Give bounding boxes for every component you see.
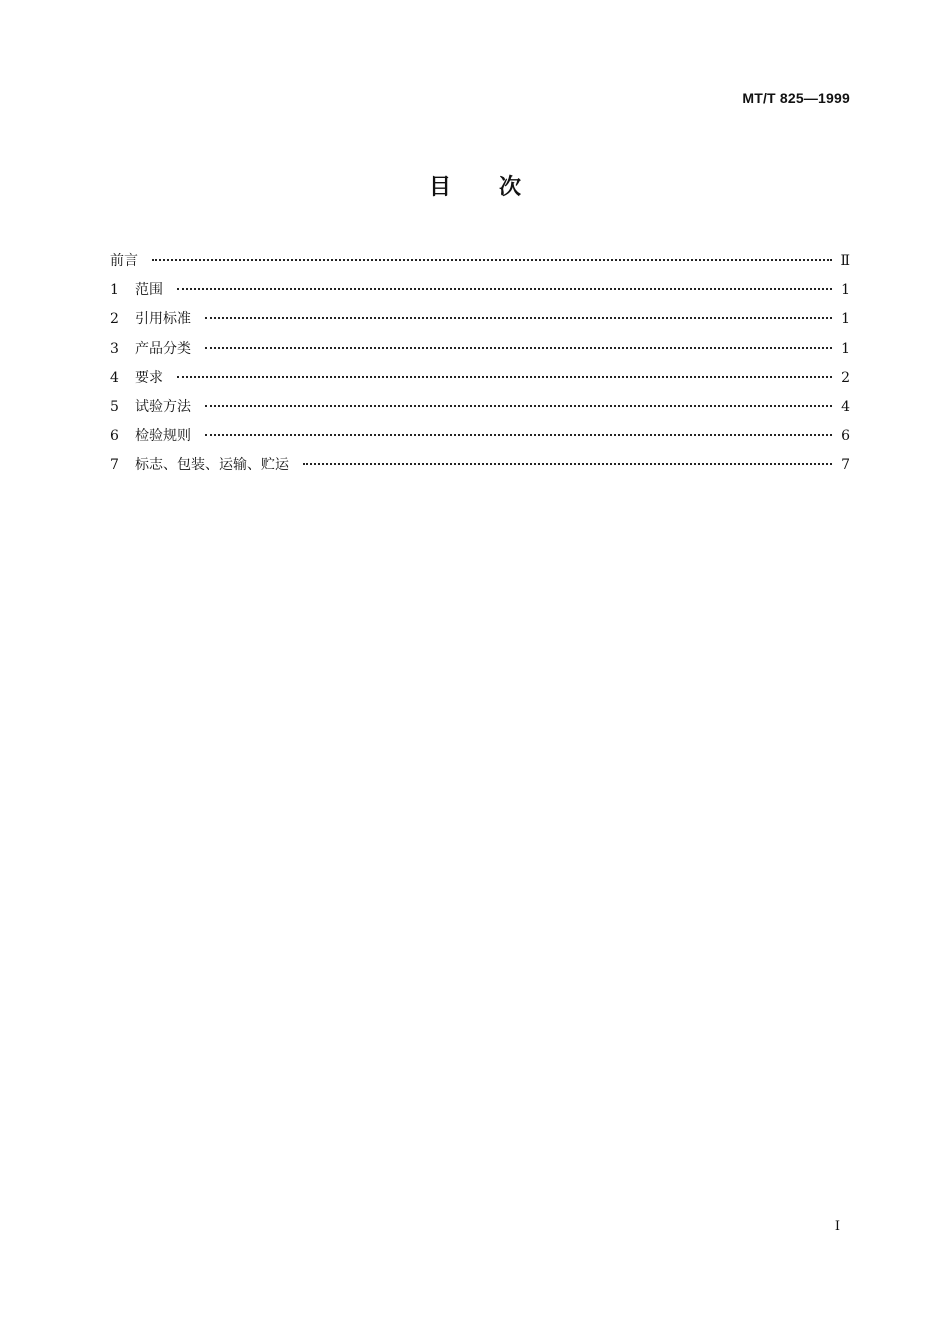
toc-entry-page: 7 — [841, 457, 850, 474]
toc-entry-4[interactable] — [110, 367, 850, 396]
toc-entry-number: 1 — [110, 282, 119, 299]
page-title: 目次 — [428, 175, 569, 200]
toc-entry-number: 3 — [110, 340, 119, 357]
toc-entry-number: 5 — [110, 398, 119, 415]
toc-leader-dots — [177, 376, 832, 378]
toc-entry-number: 4 — [110, 369, 119, 386]
toc-leader-dots — [205, 317, 832, 319]
toc-entry-page: 2 — [841, 369, 850, 386]
toc-entry-label: 产品分类 — [135, 340, 191, 357]
toc-leader-dots — [152, 259, 832, 261]
toc-entry-page: 4 — [841, 398, 850, 415]
toc-entry-7[interactable] — [110, 454, 850, 483]
toc-entry-label: 标志、包装、运输、贮运 — [135, 457, 289, 474]
toc-entry-label: 范围 — [135, 282, 163, 299]
toc-entry-number: 6 — [110, 428, 119, 445]
toc-leader-dots — [205, 434, 832, 436]
toc-entry-page: 6 — [841, 428, 850, 445]
toc-entry-6[interactable] — [110, 425, 850, 454]
toc-leader-dots — [177, 288, 832, 290]
toc-entry-page: 1 — [841, 282, 850, 299]
toc-leader-dots — [205, 405, 832, 407]
toc-entry-3[interactable] — [110, 338, 850, 367]
toc-entry-label: 引用标准 — [135, 311, 191, 328]
toc-entry-label: 前言 — [110, 253, 138, 269]
toc-entry-number: 2 — [110, 311, 119, 328]
toc-leader-dots — [303, 463, 832, 465]
toc-entry-2[interactable] — [110, 308, 850, 337]
table-of-contents — [110, 250, 850, 484]
toc-entry-number: 7 — [110, 457, 119, 474]
toc-entry-page: Ⅱ — [840, 253, 850, 269]
document-code: MT/T 825—1999 — [742, 90, 850, 106]
page-number: I — [834, 1219, 840, 1234]
toc-entry-label: 试验方法 — [135, 398, 191, 415]
toc-entry-page: 1 — [841, 311, 850, 328]
toc-entry-page: 1 — [841, 340, 850, 357]
toc-entry-1[interactable] — [110, 279, 850, 308]
toc-entry-label: 检验规则 — [135, 428, 191, 445]
toc-entry-label: 要求 — [135, 369, 163, 386]
toc-entry-5[interactable] — [110, 396, 850, 425]
toc-entry-foreword[interactable] — [110, 250, 850, 279]
toc-leader-dots — [205, 347, 832, 349]
